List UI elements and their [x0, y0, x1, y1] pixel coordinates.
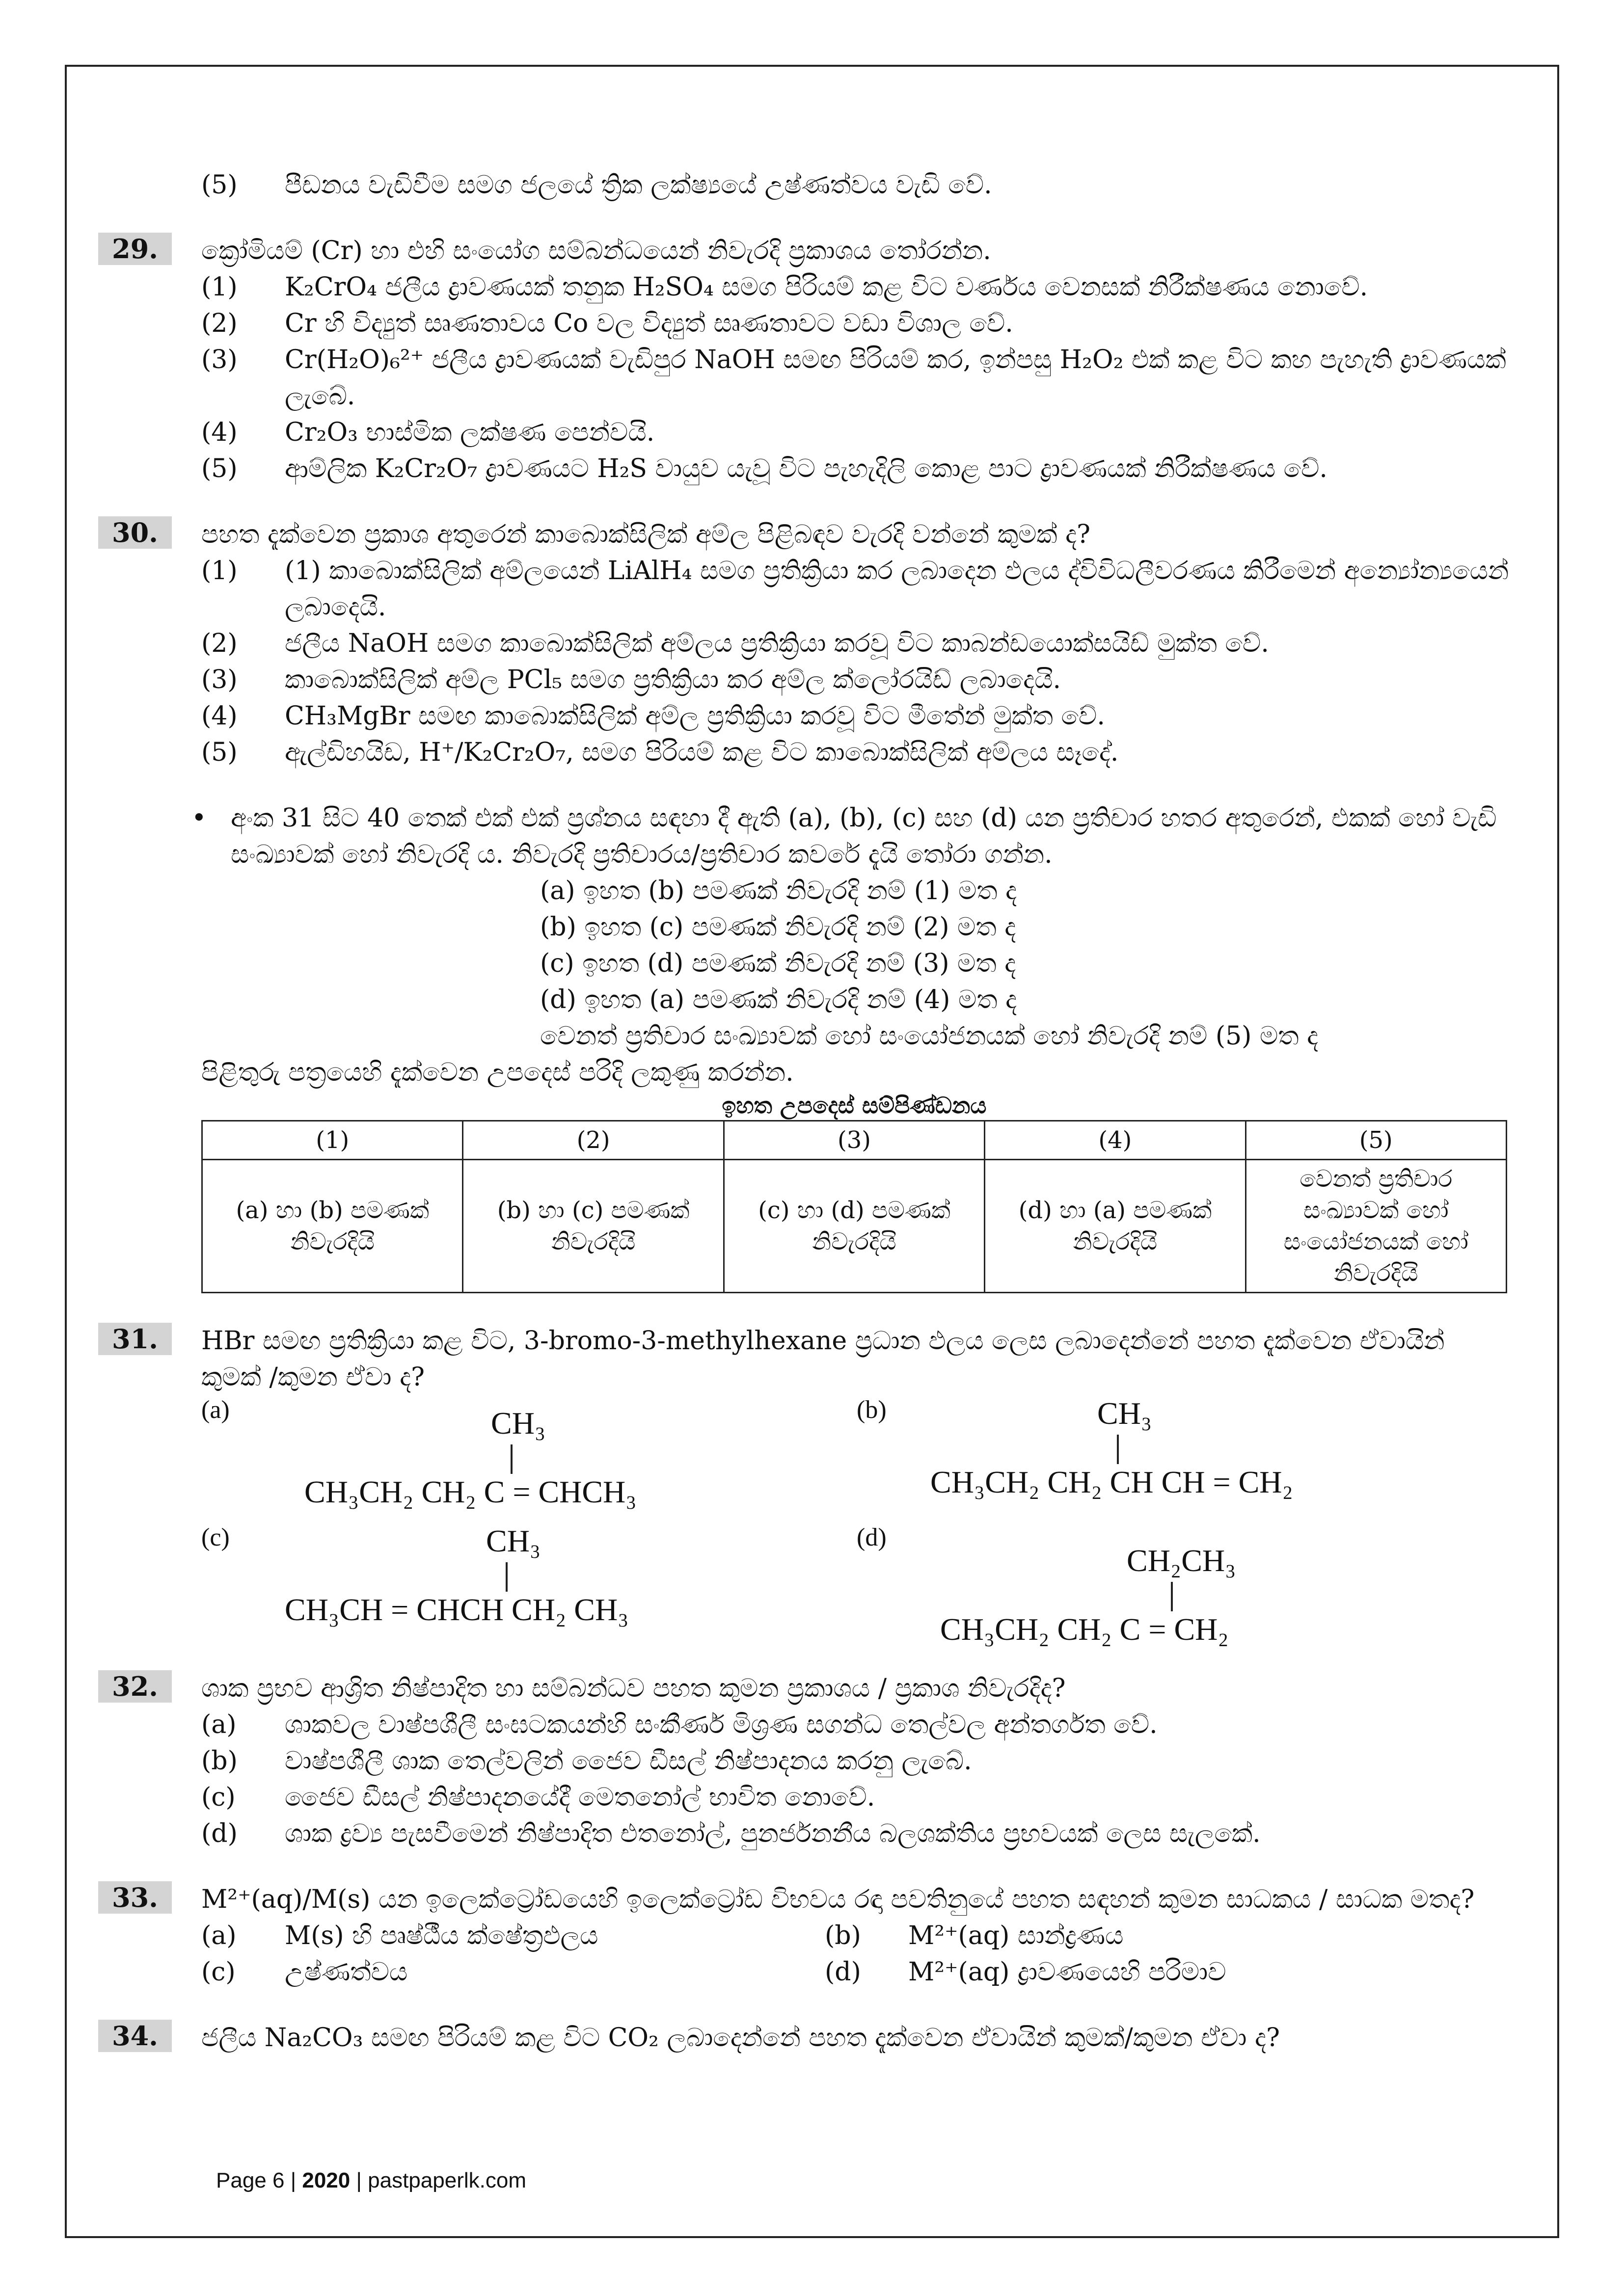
rule: වෙනත් ප්‍රතිචාර සංඛ්‍යාවක් හෝ සංයෝජනයක් හෝ නිවැරදි නම් (5) මත ද: [540, 1021, 1319, 1051]
page-footer: Page 6 | 2020 | pastpaperlk.com: [216, 2168, 526, 2192]
table-header: (4): [985, 1121, 1245, 1160]
question-31: [98, 1323, 1512, 1651]
substituent: CH₃: [486, 1523, 541, 1558]
table-header: (2): [463, 1121, 724, 1160]
bond-line: [506, 1562, 508, 1592]
option: (2) ජලීය NaOH සමග කාබොක්සිලික් අම්ලය ප්‍රතික්‍රියා කරවූ විට කාබන්ඩයොක්සයිඩ් මුක්ත වේ.: [201, 629, 1269, 658]
question-30: [98, 516, 1512, 771]
question-number: 33.: [98, 1881, 172, 1914]
question-34: [98, 2020, 1512, 2056]
question-number: 29.: [98, 233, 172, 265]
structure-b: (b) CH₃ CH₃CH₂ CH₂ CH CH = CH₂: [857, 1396, 1293, 1499]
main-chain: CH₃CH = CHCH CH₂ CH₃: [285, 1592, 629, 1627]
bond-line: [1171, 1582, 1173, 1611]
option: (d) M²⁺(aq) ද්‍රාවණයෙහි පරිමාව: [825, 1957, 1226, 1987]
substituent: CH₃: [491, 1406, 546, 1441]
table-cell: වෙනත් ප්‍රතිචාර සංඛ්‍යාවක් හෝ සංයෝජනයක් හෝ නිවැරදියි: [1245, 1160, 1506, 1293]
rule: (a) ඉහත (b) පමණක් නිවැරදි නම් (1) මත ද: [540, 876, 1017, 906]
question-32: [98, 1670, 1512, 1852]
instructions-outro: පිළිතුරු පත්‍රයෙහි දැක්වෙන උපදෙස් පරිදි ලකුණු කරන්න.: [201, 1058, 794, 1087]
table-header: (1): [202, 1121, 463, 1160]
bond-line: [1117, 1435, 1119, 1464]
table-cell: (a) හා (b) පමණක් නිවැරදියි: [202, 1160, 463, 1293]
substituent: CH₃: [1097, 1396, 1152, 1431]
exam-content: [98, 167, 1512, 2056]
option: (1) (1) කාබොක්සිලික් අම්ලයෙන් LiAlH₄ සමග ප්‍රතික්‍රියා කර ලබාදෙන ඵලය ද්විවිධලීවරණය කිරීමෙන් අන්‍යෝන්‍යයෙන් ලබාදෙයි.: [201, 556, 1509, 622]
table-cell: (c) හා (d) පමණක් නිවැරදියි: [724, 1160, 984, 1293]
option: (1) K₂CrO₄ ජලීය ද්‍රාවණයක් තනුක H₂SO₄ සමග පිරියම් කළ විට වර්ණය වෙනසක් නිරීක්ෂණය නොවේ.: [201, 272, 1368, 302]
instructions: [191, 800, 1512, 1091]
option: (a) M(s) හි පෘෂ්ඨීය ක්ෂේත්‍රඵලය: [201, 1921, 598, 1950]
question-33: [98, 1881, 1512, 1990]
question-stem: පහත දැක්වෙන ප්‍රකාශ අතුරෙන් කාබොක්සිලික් අම්ල පිළිබඳව වැරදි වන්නේ කුමක් ද?: [201, 520, 1091, 549]
option: (5) ආම්ලික K₂Cr₂O₇ ද්‍රාවණයට H₂S වායුව යැවූ විට පැහැදිලි කොළ පාට ද්‍රාවණයක් නිරීක්ෂණය වේ.: [201, 454, 1327, 483]
question-number: 31.: [98, 1323, 172, 1355]
structure-a: (a) CH₃ CH₃CH₂ CH₂ C = CHCH₃: [201, 1396, 637, 1509]
table-header: (5): [1245, 1121, 1506, 1160]
option: (3) කාබොක්සිලික් අම්ල PCl₅ සමග ප්‍රතික්‍රියා කර අම්ල ක්ලෝරයිඩ් ලබාදෙයි.: [201, 665, 1061, 694]
rule: (d) ඉහත (a) පමණක් නිවැරදි නම් (4) මත ද: [540, 985, 1017, 1015]
option: (5) ඇල්ඩිහයිඩ, H⁺/K₂Cr₂O₇, සමග පිරියම් කළ විට කාබොක්සිලික් අම්ලය සෑදේ.: [201, 738, 1119, 767]
question-29: [98, 233, 1512, 487]
main-chain: CH₃CH₂ CH₂ C = CH₂: [940, 1612, 1229, 1647]
option: (b) M²⁺(aq) සාන්ද්‍රණය: [825, 1921, 1124, 1950]
option: (3) Cr(H₂O)₆²⁺ ජලීය ද්‍රාවණයක් වැඩිපුර NaOH සමඟ පිරියම් කර, ඉන්පසු H₂O₂ එක් කළ විට කහ පැහැති ද්‍රාවණයක් ලැබේ.: [201, 345, 1506, 411]
substituent: CH₂CH₃: [1127, 1543, 1236, 1578]
structure-d: (d) CH₂CH₃ CH₃CH₂ CH₂ C = CH₂: [857, 1523, 1236, 1647]
question-stem: HBr සමඟ ප්‍රතික්‍රියා කළ විට, 3-bromo-3-methylhexane ප්‍රධාන ඵලය ලෙස ලබාදෙන්නේ පහත දැක්වෙන ඒවායින් කුමක් /කුමන ඒවා ද?: [201, 1326, 1445, 1392]
table-header-row: [202, 1121, 1507, 1160]
option: (d) ශාක ද්‍රව්‍ය පැසවීමෙන් නිෂ්පාදිත එතනෝල්, පුනර්ජනනීය බලශක්තිය ප්‍රභවයක් ලෙස සැලකේ.: [201, 1819, 1261, 1848]
bullet-icon: •: [191, 803, 207, 833]
question-stem: ශාක ප්‍රභව ආශ්‍රිත නිෂ්පාදිත හා සම්බන්ධව පහත කුමන ප්‍රකාශය / ප්‍රකාශ නිවැරදිද?: [201, 1674, 1066, 1703]
summary-table: [201, 1120, 1507, 1293]
option: (a) ශාකවල වාෂ්පශීලී සංඝටකයන්හි සංකීර්ණ මිශ්‍රණ සගන්ධ තෙල්වල අන්තර්ගත වේ.: [201, 1710, 1158, 1739]
table-cell: (d) හා (a) පමණක් නිවැරදියි: [985, 1160, 1245, 1293]
table-header: (3): [724, 1121, 984, 1160]
option: (c) උෂ්ණත්වය: [201, 1957, 408, 1987]
question-number: 30.: [98, 516, 172, 549]
structure-c: (c) CH₃ CH₃CH = CHCH CH₂ CH₃: [201, 1523, 629, 1627]
bond-line: [511, 1444, 513, 1474]
rule: (b) ඉහත (c) පමණක් නිවැරදි නම් (2) මත ද: [540, 912, 1016, 942]
main-chain: CH₃CH₂ CH₂ CH CH = CH₂: [930, 1465, 1293, 1499]
option: (2) Cr හි විද්‍යුත් සෘණතාවය Co වල විද්‍යුත් සෘණතාවට වඩා විශාල වේ.: [201, 309, 1013, 338]
main-chain: CH₃CH₂ CH₂ C = CHCH₃: [304, 1474, 637, 1509]
question-stem: ජලීය Na₂CO₃ සමඟ පිරියම් කළ විට CO₂ ලබාදෙන්නේ පහත දැක්වෙන ඒවායින් කුමක්/කුමන ඒවා ද?: [201, 2023, 1280, 2053]
q28-option-5: (5) පීඩනය වැඩිවීම සමග ජලයේ ත්‍රික ලක්ෂ්‍යයේ උෂ්ණත්වය වැඩි වේ.: [201, 170, 992, 200]
option: (4) CH₃MgBr සමඟ කාබොක්සිලික් අම්ල ප්‍රතික්‍රියා කරවූ විට මීතේන් මුක්ත වේ.: [201, 701, 1105, 731]
option: (4) Cr₂O₃ භාස්මික ලක්ෂණ පෙන්වයි.: [201, 418, 655, 447]
page-number: Page 6: [216, 2168, 285, 2192]
instructions-intro: අංක 31 සිට 40 තෙක් එක් එක් ප්‍රශ්නය සඳහා දී ඇති (a), (b), (c) සහ (d) යන ප්‍රතිචාර හතර අතුරෙන්, එකක් හෝ වැඩි සංඛ්‍යාවක් හෝ නිවැරදි ය. නිවැරදි ප්‍රතිචාරය/ප්‍රතිචාර කවරේ දැයි තෝරා ගන්න.: [231, 803, 1497, 869]
option: (b) වාෂ්පශීලී ශාක තෙල්වලින් ජෛව ඩීසල් නිෂ්පාදනය කරනු ලැබේ.: [201, 1746, 972, 1776]
question-number: 32.: [98, 1670, 172, 1703]
question-number: 34.: [98, 2020, 172, 2052]
table-title: ඉහත උපදෙස් සම්පිණ්ඩනය: [722, 1092, 987, 1119]
question-stem: ක්‍රෝමියම් (Cr) හා එහි සංයෝග සම්බන්ධයෙන් නිවැරදි ප්‍රකාශය තෝරන්න.: [201, 236, 991, 266]
table-row: [202, 1160, 1507, 1293]
site-link[interactable]: pastpaperlk.com: [368, 2168, 526, 2192]
option: (c) ජෛව ඩීසල් නිෂ්පාදනයේදී මෙතනෝල් භාවිත නොවේ.: [201, 1783, 875, 1812]
question-stem: M²⁺(aq)/M(s) යන ඉලෙක්ට්‍රෝඩයෙහි ඉලෙක්ට්‍රෝඩ විභවය රඳා පවතිනුයේ පහත සඳහන් කුමන සාධකය / සාධක මතද?: [201, 1885, 1475, 1914]
rule: (c) ඉහත (d) පමණක් නිවැරදි නම් (3) මත ද: [540, 949, 1016, 978]
table-cell: (b) හා (c) පමණක් නිවැරදියි: [463, 1160, 724, 1293]
year: 2020: [302, 2168, 351, 2192]
